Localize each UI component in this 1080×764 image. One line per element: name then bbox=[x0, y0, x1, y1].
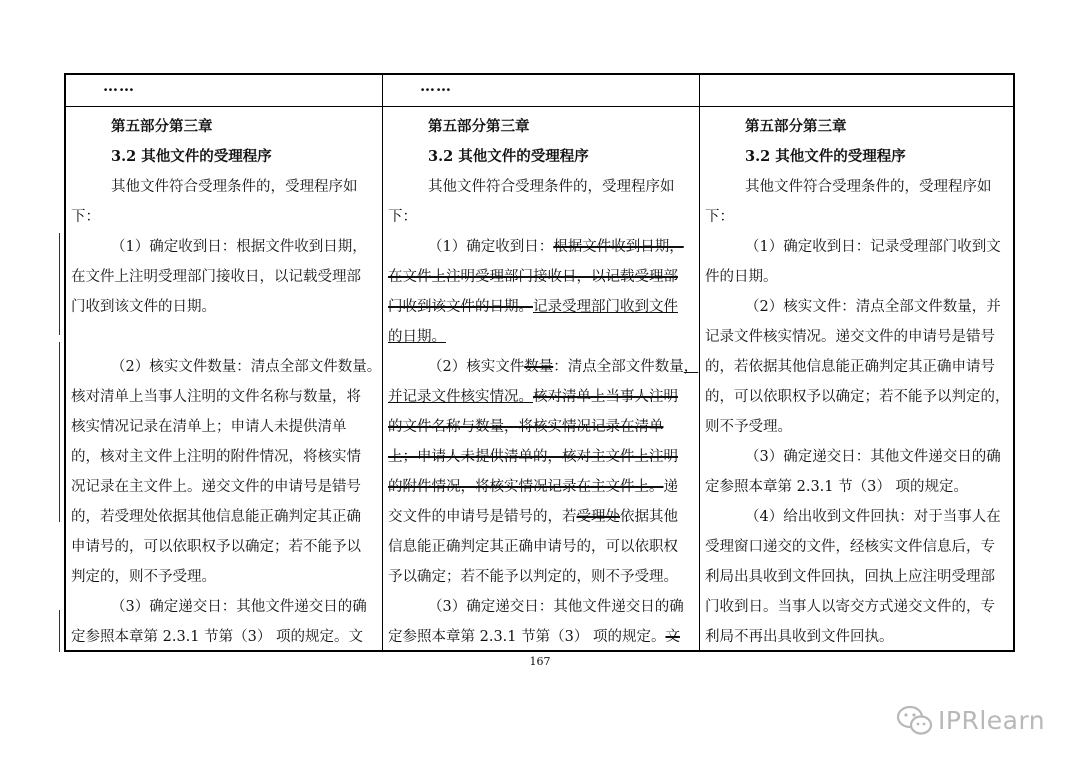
deleted-text: 文 bbox=[665, 629, 680, 645]
unchanged-text: 予以确定；若不能予以判定的，则不予受理。 bbox=[388, 569, 678, 585]
text-line bbox=[388, 412, 693, 442]
text-line bbox=[388, 502, 693, 532]
text-line bbox=[388, 622, 693, 652]
text-line: 第五部分第三章 bbox=[745, 118, 847, 135]
unchanged-text: 其他文件符合受理条件的，受理程序如 bbox=[428, 179, 675, 195]
unchanged-text: （2）核实文件 bbox=[428, 359, 525, 375]
text-line: 申请号的，可以依职权予以确定；若不能予以 bbox=[71, 539, 361, 555]
text-line: 受理窗口递交的文件，经核实文件信息后，专 bbox=[705, 539, 995, 555]
text-line: 其他文件符合受理条件的，受理程序如 bbox=[745, 179, 992, 195]
unchanged-text: ：清点全部文件数量 bbox=[553, 359, 684, 375]
change-bar bbox=[59, 233, 60, 335]
blank-line bbox=[71, 322, 376, 352]
inserted-text: 记录受理部门收到文件 bbox=[533, 299, 678, 315]
text-line: 其他文件符合受理条件的，受理程序如 bbox=[111, 179, 358, 195]
text-line bbox=[388, 262, 693, 292]
text-line bbox=[388, 562, 693, 592]
text-line: 则不予受理。 bbox=[705, 419, 792, 435]
text-line: 记录文件核实情况。递交文件的申请号是错号 bbox=[705, 329, 995, 345]
watermark-text: IPRlearn bbox=[938, 705, 1046, 735]
text-line: 下： bbox=[71, 209, 100, 225]
page-number: 167 bbox=[529, 655, 551, 668]
deleted-text: 门收到该文件的日期。 bbox=[388, 299, 533, 315]
column-divider bbox=[699, 75, 700, 650]
inserted-text: 的日期。 bbox=[388, 329, 446, 345]
text-line: 定参照本章第 2.3.1 节（3） 项的规定。 bbox=[705, 479, 968, 495]
text-line: 门收到该文件的日期。 bbox=[71, 299, 216, 315]
text-line bbox=[388, 202, 693, 232]
text-line bbox=[388, 172, 693, 202]
wechat-icon bbox=[896, 703, 934, 737]
unchanged-text: 递 bbox=[663, 479, 678, 495]
unchanged-text: 下： bbox=[388, 209, 417, 225]
deleted-text: 根据文件收到日期， bbox=[553, 239, 684, 255]
text-line: 的，核对主文件上注明的附件情况，将核实情 bbox=[71, 449, 361, 465]
text-line: 3.2 其他文件的受理程序 bbox=[745, 148, 906, 165]
text-line bbox=[388, 142, 693, 172]
text-line bbox=[388, 532, 693, 562]
text-line bbox=[388, 322, 693, 352]
unchanged-text: （1）确定收到日： bbox=[428, 239, 554, 255]
comparison-table bbox=[64, 73, 1015, 652]
text-line: 利局不再出具收到文件回执。 bbox=[705, 629, 894, 645]
text-line: （2）核实文件数量：清点全部文件数量。 bbox=[111, 359, 382, 375]
text-line: （2）核实文件：清点全部文件数量，并 bbox=[745, 299, 1001, 315]
deleted-text: 受理处 bbox=[576, 509, 620, 525]
unchanged-text: 依据其他 bbox=[620, 509, 678, 525]
unchanged-text: （3）确定递交日：其他文件递交日的确 bbox=[428, 599, 684, 615]
text-line bbox=[388, 382, 693, 412]
text-line: （3）确定递交日：其他文件递交日的确 bbox=[745, 449, 1001, 465]
revision-marked-column bbox=[388, 112, 699, 652]
header-ellipsis-col1: …… bbox=[103, 77, 135, 95]
text-line: 的，若依据其他信息能正确判定其正确申请号 bbox=[705, 359, 995, 375]
text-line bbox=[388, 442, 693, 472]
inserted-text: ， bbox=[683, 359, 699, 375]
watermark bbox=[896, 700, 1045, 740]
change-bar bbox=[59, 342, 60, 522]
text-line bbox=[388, 232, 693, 262]
deleted-text: 在文件上注明受理部门接收日，以记载受理部 bbox=[388, 269, 678, 285]
text-line: 核对清单上当事人注明的文件名称与数量，将 bbox=[71, 389, 361, 405]
text-line: 件的日期。 bbox=[705, 269, 778, 285]
text-line: 门收到日。当事人以寄交方式递交文件的，专 bbox=[705, 599, 995, 615]
unchanged-text: 信息能正确判定其正确申请号的，可以依职权 bbox=[388, 539, 678, 555]
text-line: 况记录在主文件上。递交文件的申请号是错号 bbox=[71, 479, 361, 495]
text-line: 定参照本章第 2.3.1 节第（3） 项的规定。文 bbox=[71, 629, 363, 645]
deleted-text: 上；申请人未提供清单的，核对主文件上注明 bbox=[388, 449, 678, 465]
text-line bbox=[388, 112, 693, 142]
inserted-text: 并记录文件核实情况。 bbox=[388, 389, 533, 405]
heading-text: 3.2 其他文件的受理程序 bbox=[428, 148, 589, 165]
text-line: 第五部分第三章 bbox=[111, 118, 213, 135]
text-line bbox=[388, 472, 693, 502]
text-line: （4）给出收到文件回执：对于当事人在 bbox=[745, 509, 1001, 525]
text-line: 利局出具收到文件回执，回执上应注明受理部 bbox=[705, 569, 995, 585]
change-bar bbox=[59, 610, 60, 652]
deleted-text: 的文件名称与数量，将核实情况记录在清单 bbox=[388, 419, 664, 435]
text-line: （1）确定收到日：记录受理部门收到文 bbox=[745, 239, 1001, 255]
text-line: 判定的，则不予受理。 bbox=[71, 569, 216, 585]
text-line: 的，可以依职权予以确定；若不能予以判定的， bbox=[705, 389, 1010, 405]
text-line: 的，若受理处依据其他信息能正确判定其正确 bbox=[71, 509, 361, 525]
text-line: （3）确定递交日：其他文件递交日的确 bbox=[111, 599, 367, 615]
text-line: 下： bbox=[705, 209, 734, 225]
header-divider bbox=[66, 106, 1013, 107]
deleted-text: 的附件情况，将核实情况记录在主文件上。 bbox=[388, 479, 664, 495]
text-line bbox=[388, 292, 693, 322]
text-line: 在文件上注明受理部门接收日，以记载受理部 bbox=[71, 269, 361, 285]
text-line bbox=[388, 352, 699, 382]
text-line: 3.2 其他文件的受理程序 bbox=[111, 148, 272, 165]
unchanged-text: 交文件的申请号是错号的，若 bbox=[388, 509, 577, 525]
column-divider bbox=[382, 75, 383, 650]
text-line: （1）确定收到日：根据文件收到日期， bbox=[111, 239, 367, 255]
text-line: 核实情况记录在清单上；申请人未提供清单 bbox=[71, 419, 347, 435]
text-line bbox=[388, 592, 693, 622]
original-text-column bbox=[71, 112, 382, 652]
revised-text-column bbox=[705, 112, 1010, 652]
unchanged-text: 定参照本章第 2.3.1 节第（3） 项的规定。 bbox=[388, 629, 666, 645]
heading-text: 第五部分第三章 bbox=[428, 118, 530, 135]
deleted-text: 核对清单上当事人注明 bbox=[533, 389, 678, 405]
header-ellipsis-col2: …… bbox=[420, 77, 452, 95]
deleted-text: 数量 bbox=[524, 359, 554, 375]
